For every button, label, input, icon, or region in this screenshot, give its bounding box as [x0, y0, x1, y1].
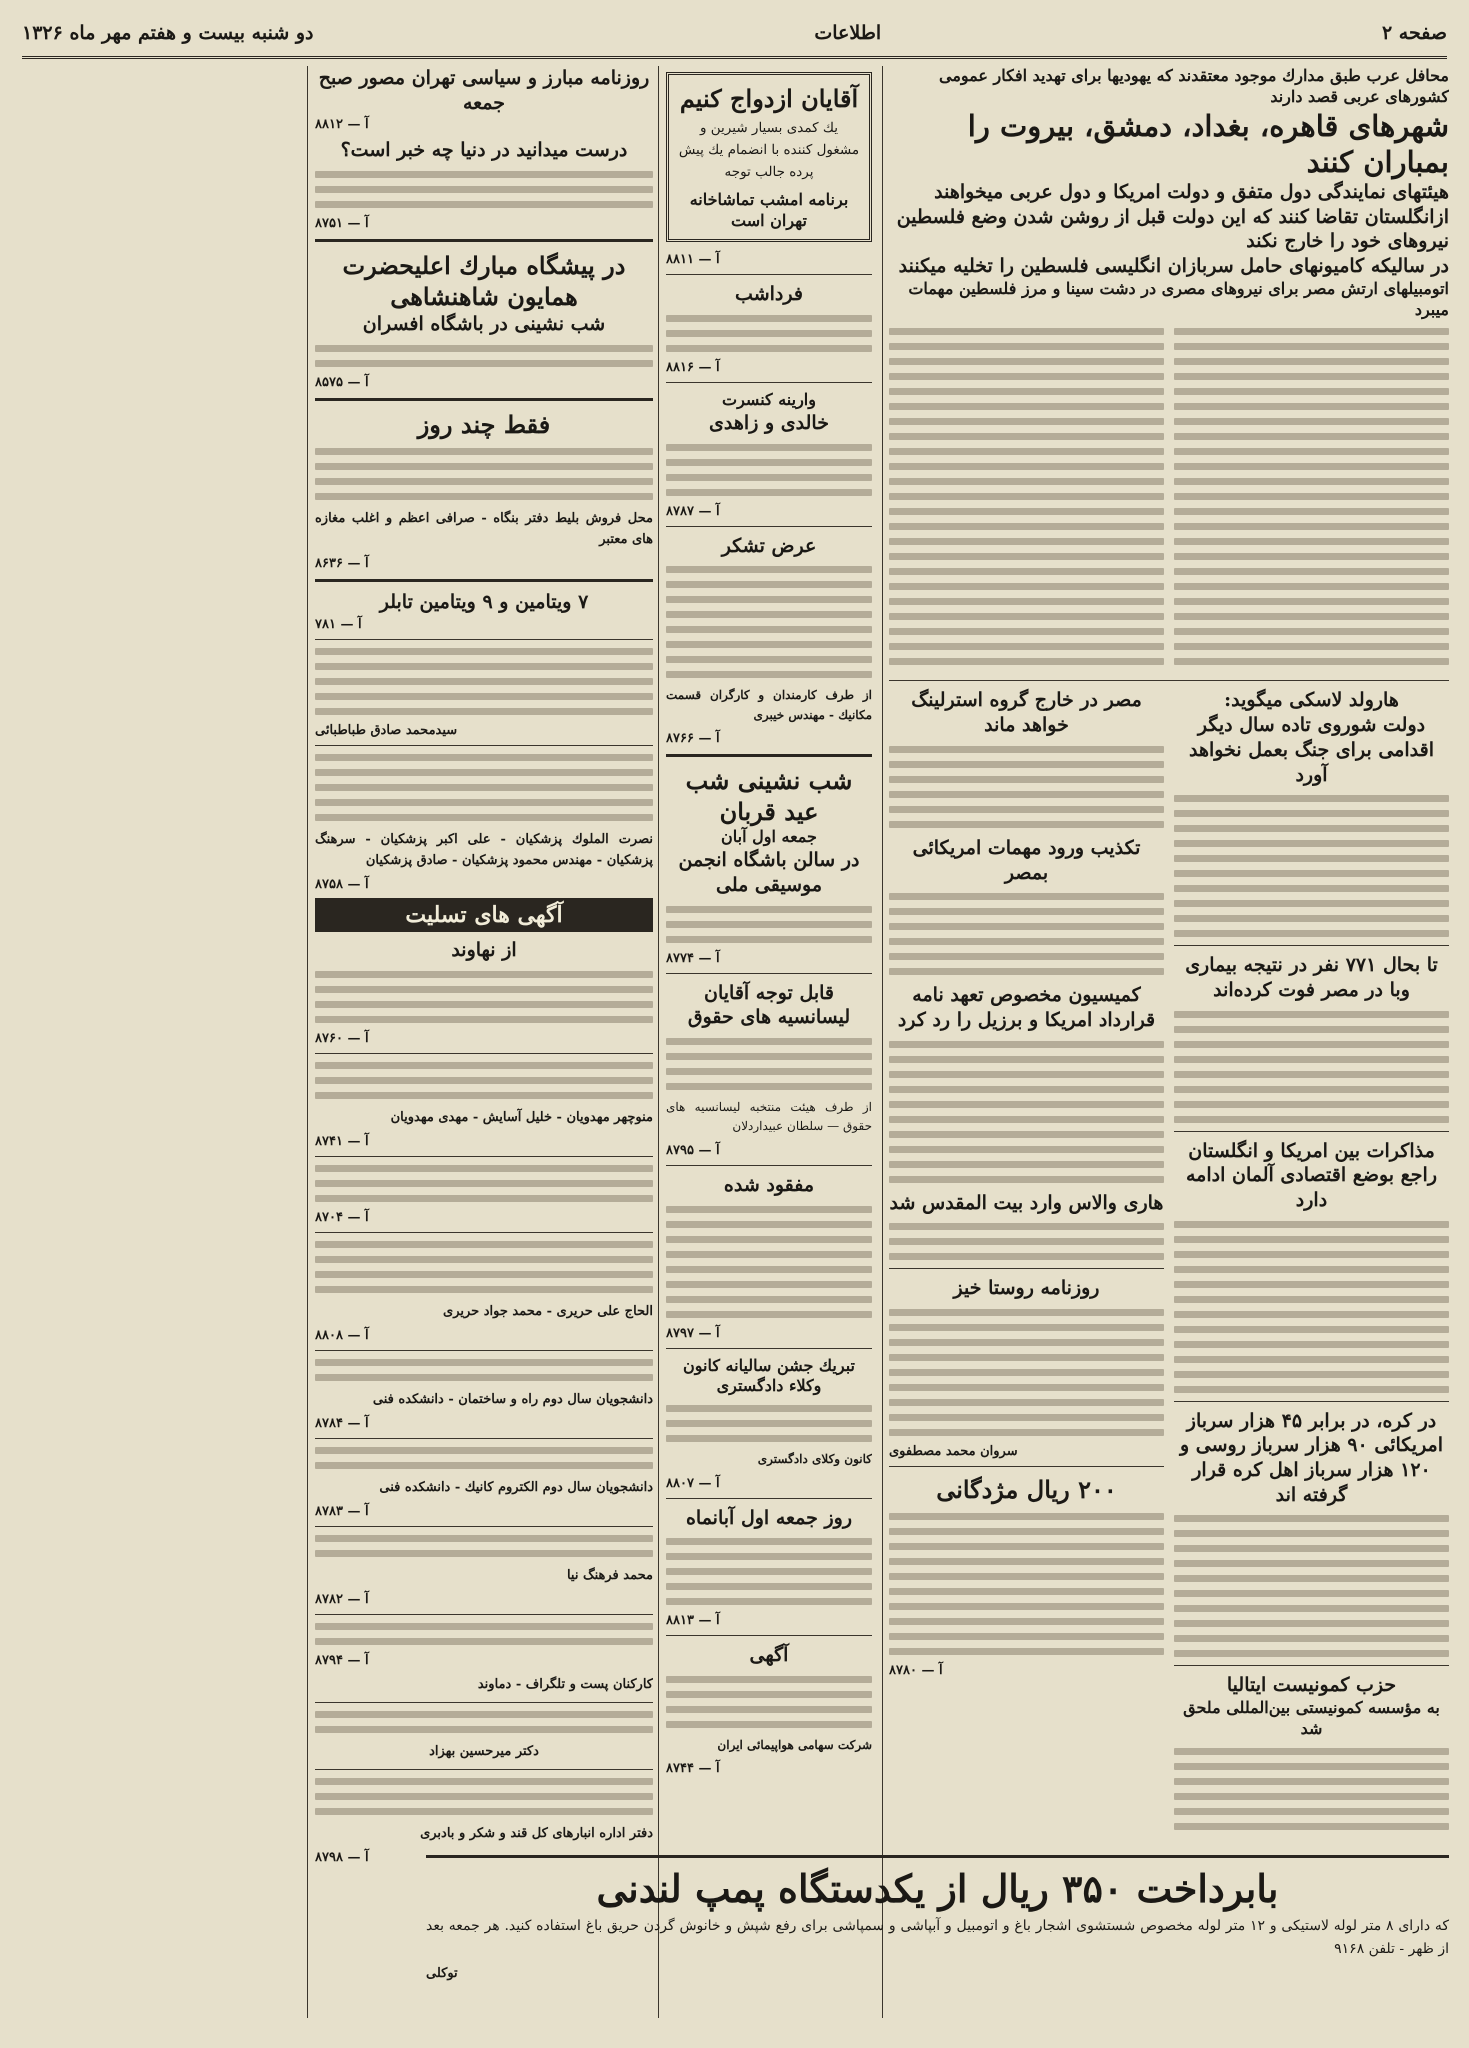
scribes-signature: كانون وكلای دادگستری	[757, 1452, 872, 1467]
harry-headline: هاری والاس وارد بیت المقدس شد	[889, 1191, 1164, 1214]
fanni-1: دانشجویان سال دوم راه و ساختمان - دانشكده فنی	[372, 1391, 653, 1407]
ad-code: آ — ۸۷۰۴	[315, 1209, 369, 1225]
arab-story-columns	[889, 320, 1449, 673]
page-number: صفحه ۲	[1381, 22, 1447, 44]
sub-headline: هیئتهای نمایندگی دول متفق و دولت امریكا و دول عربی میخواهند ازانگلستان تقاضا كنند كه این دولت قبل از روشن شدن وضع فلسطین نیروهای خود را خارج نكند	[896, 181, 1449, 253]
eid-date: جمعه اول آبان	[721, 827, 817, 847]
ad-code: آ — ۸۷۴۴	[666, 1761, 720, 1777]
post-signature: كاركنان پست و تلگراف - دماوند	[477, 1677, 653, 1693]
wedding-footer: برنامه امشب تماشاخانه تهران است	[689, 189, 849, 230]
farda-title: فرداشب	[735, 283, 803, 306]
ad-code: آ — ۸۷۶۰	[315, 1030, 369, 1046]
notice-signature: شركت سهامی هواپیمائی ایران	[717, 1737, 872, 1752]
issue-date: دو شنبه بیست و هفتم مهر ماه ۱۳۲۶	[22, 22, 314, 44]
sub-headline: در سالیكه كامیونهای حامل سربازان انگلیسی فلسطین را تخلیه میكنند	[898, 255, 1449, 278]
article-body	[1174, 1748, 1449, 1830]
article-body	[889, 1513, 1164, 1655]
thanks-signature: از طرف كارمندان و كارگران قسمت مكانیك - مهندس خیبری	[666, 688, 872, 722]
ad-code: آ — ۷۸۱	[315, 617, 362, 633]
ad-code: آ — ۸۷۹۸	[315, 1850, 369, 1866]
ghand-signature: دفتر اداره انبارهای كل قند و شكر و بادبری	[420, 1826, 653, 1842]
korea-headline: در كره، در برابر ۴۵ هزار سرباز امریكائی ۹۰ هزار سرباز روسی و ۱۲۰ هزار سرباز اهل كره قرار گرفته اند	[1179, 1409, 1444, 1506]
ad-code: آ — ۸۸۰۸	[315, 1327, 369, 1343]
ad-code: آ — ۸۸۱۶	[666, 360, 720, 376]
pump-title: بابرداخت ۳۵۰ ریال از یكدستگاه پمپ لندنی	[596, 1866, 1279, 1911]
divider	[889, 680, 1449, 681]
ad-code: آ — ۸۸۱۱	[666, 252, 720, 268]
ad-code: آ — ۸۸۱۲	[315, 117, 369, 133]
condolence-banner: آگهی های تسلیت	[315, 898, 653, 932]
column-rule	[307, 66, 308, 2018]
few-days-title: فقط چند روز	[417, 410, 551, 440]
mahdavian-names: منوچهر مهدویان - خلیل آسایش - مهدی مهدویان	[390, 1109, 653, 1125]
main-headline: شهرهای قاهره، بغداد، دمشق، بیروت را بمباران كنند	[967, 108, 1449, 179]
weekly-title: روزنامه مبارز و سیاسی تهران مصور صبح جمعه	[318, 67, 650, 114]
pump-banner-ad	[426, 1855, 1449, 2008]
fanni-2: دانشجویان سال دوم الكتروم كانیك - دانشكده فنی	[379, 1480, 653, 1496]
few-days-signature: محل فروش بلیط دفتر بنگاه - صرافی اعظم و اغلب مغازه های معتبر	[315, 511, 653, 548]
ad-code: آ — ۸۷۸۳	[315, 1504, 369, 1520]
thanks-title: عرض تشكر	[721, 534, 817, 557]
egypt-headline: مصر در خارج گروه استرلینگ خواهد ماند	[911, 689, 1142, 737]
italy-subheadline: به مؤسسه كمونیستی بین‌المللی ملحق شد	[1183, 1698, 1440, 1738]
news-column	[889, 66, 1449, 2018]
column-rule	[882, 66, 883, 2018]
question-headline: درست میدانید در دنیا چه خبر است؟	[340, 139, 628, 162]
column-rule	[658, 66, 659, 2018]
nahavand-title: از نهاوند	[451, 939, 517, 962]
arab-top-line: محافل عرب طبق مدارك موجود معتقدند كه یهودیها برای تهدید افكار عمومی كشورهای عربی قصد دارند	[938, 66, 1449, 106]
cholera-headline: تا بحال ۷۷۱ نفر در نتیجه بیماری وبا در مصر فوت كرده‌اند	[1185, 954, 1438, 1001]
pump-text: كه دارای ۸ متر لوله لاستیكی و ۱۲ متر لوله مخصوص شستشوی اشجار باغ و اتومبیل و آبپاشی و سمپاشی برای رفع شپش و خانوش گردن حریق باغ استفاده كنید. هر جمعه بعد از ظهر - تلفن ۹۱۶۸	[426, 1918, 1450, 1957]
news-subcolumn-left	[889, 688, 1164, 1837]
article-body	[889, 893, 1164, 975]
wedding-ad	[666, 72, 872, 242]
italy-headline: حزب كمونیست ایتالیا	[1226, 1674, 1397, 1697]
article-body	[1174, 320, 1449, 673]
article-body	[1174, 1011, 1449, 1123]
ad-code: آ — ۸۸۰۷	[666, 1475, 720, 1491]
wedding-text: یك كمدی بسیار شیرین و مشغول كننده با انضمام یك پیش پرده جالب توجه	[678, 120, 860, 180]
ad-code: آ — ۸۷۸۲	[315, 1592, 369, 1608]
lost-reward-code: آ — ۸۷۸۰	[889, 1663, 943, 1679]
article-body	[889, 1041, 1164, 1183]
ad-code: آ — ۸۷۵۱	[315, 216, 369, 232]
scribes-title: تبریك جشن سالیانه كانون وكلاء دادگستری	[683, 1355, 855, 1396]
pezeshkian-names: نصرت الملوك پزشكیان - علی اكبر پزشكیان - سرهنگ پزشكیان - مهندس محمود پزشكیان - صادق پزشكیان	[315, 832, 653, 869]
egypt-denial-headline: تكذیب ورود مهمات امریكائی بمصر	[912, 836, 1141, 884]
ad-code: آ — ۸۷۵۸	[315, 877, 369, 893]
ad-code: آ — ۸۷۶۶	[666, 731, 720, 747]
laski-headline: دولت شوروی تاده سال دیگر اقدامی برای جنگ بعمل نخواهد آورد	[1189, 714, 1434, 786]
article-body	[889, 746, 1164, 828]
article-body	[889, 1309, 1164, 1436]
law-signature: از طرف هیئت منتخبه لیسانسیه های حقوق — سلطان عبیداردلان	[666, 1100, 872, 1134]
ad-code: آ — ۸۷۹۷	[666, 1325, 720, 1341]
royal-line: شب نشینی در باشگاه افسران	[362, 313, 606, 336]
ad-code: آ — ۸۵۷۵	[315, 375, 369, 391]
law-title: قابل توجه آقایان لیسانسیه های حقوق	[687, 981, 851, 1029]
article-body	[1174, 1221, 1449, 1393]
ads-column-left	[315, 66, 653, 2018]
sub-headline: اتومبیلهای ارتش مصر برای نیروهای مصری در دشت سینا و مرز فلسطین مهمات میبرد	[908, 278, 1449, 319]
ad-code: آ — ۸۶۳۶	[315, 556, 369, 572]
commission-headline: كمیسیون مخصوص تعهد نامه قرارداد امریكا و برزیل را رد كرد	[897, 984, 1156, 1031]
article-body	[889, 320, 1164, 673]
royal-title: در پیشگاه مبارك اعلیحضرت	[342, 251, 626, 281]
thanks-signature: سیدمحمد صادق طباطبائی	[315, 723, 458, 739]
rural-signature: سروان محمد مصطفوی	[889, 1443, 1018, 1459]
article-body	[1174, 795, 1449, 937]
behzad-name: دكتر میرحسین بهزاد	[429, 1744, 539, 1760]
hariri-names: الحاج علی حریری - محمد جواد حریری	[443, 1303, 653, 1319]
page-header	[22, 10, 1447, 59]
ad-code: آ — ۸۷۹۵	[666, 1142, 720, 1158]
eid-venue: در سالن باشگاه انجمن موسیقی ملی	[678, 849, 860, 896]
lower-news	[889, 688, 1449, 1837]
notice-title: آگهی	[749, 1644, 789, 1667]
rural-headline: روزنامه روستا خیز	[953, 1277, 1100, 1300]
eid-title: شب نشینی شب عید قربان	[685, 766, 853, 827]
royal-sub: همایون شاهنشاهی	[390, 282, 578, 312]
vitamin-title: ۷ ویتامین و ۹ ویتامین تابلر	[379, 591, 589, 614]
pump-signature: توكلی	[426, 1966, 458, 1982]
news-subcolumn-right	[1174, 688, 1449, 1837]
ad-code: آ — ۸۷۸۷	[666, 503, 720, 519]
ad-code: آ — ۸۷۹۴	[315, 1653, 369, 1669]
ad-code: آ — ۸۸۱۳	[666, 1613, 720, 1629]
wedding-title: آقایان ازدواج كنیم	[679, 84, 859, 113]
lost-reward-headline: ۲۰۰ ریال مژدگانی	[936, 1474, 1117, 1504]
article-body	[889, 1223, 1164, 1260]
concert-kicker: وارینه كنسرت	[722, 390, 816, 410]
laski-kicker: هارولد لاسكی میگوید:	[1224, 689, 1399, 712]
lost-title: مفقود شده	[723, 1173, 815, 1196]
farhang-name: محمد فرهنگ نیا	[566, 1568, 653, 1584]
ad-code: آ — ۸۷۴۱	[315, 1133, 369, 1149]
ad-code: آ — ۸۷۸۴	[315, 1416, 369, 1432]
ads-column-middle	[666, 66, 872, 2018]
ad-code: آ — ۸۷۷۴	[666, 950, 720, 966]
concert-title: خالدی و زاهدی	[709, 411, 829, 434]
article-body	[1174, 1515, 1449, 1657]
us-uk-headline: مذاكرات بین امریكا و انگلستان راجع بوضع اقتصادی آلمان ادامه دارد	[1186, 1139, 1437, 1211]
friday-title: روز جمعه اول آبانماه	[685, 1506, 853, 1529]
newspaper-name: اطلاعات	[814, 22, 882, 44]
